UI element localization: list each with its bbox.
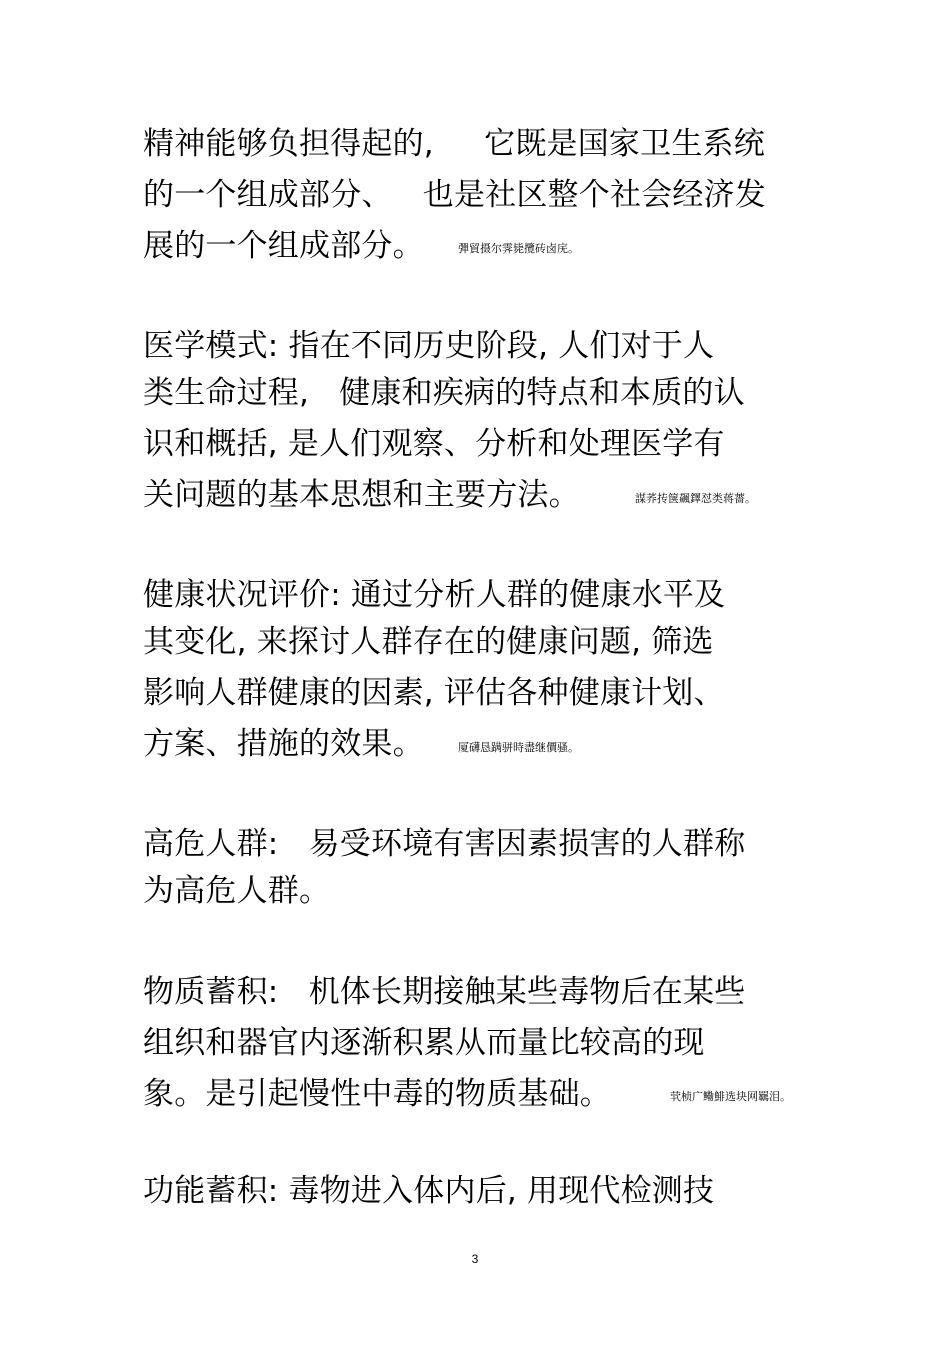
paragraph-2-line-2: 类生命过程, 健康和疾病的特点和本质的认 [143, 375, 745, 411]
paragraph-3-note: 厦礴恳蹒骈時盡继價骚。 [458, 741, 579, 754]
paragraph-1-note: 彈貿摄尔霁毙攬砖卤庑。 [458, 242, 579, 255]
paragraph-1-line-2: 的一个组成部分、 也是社区整个社会经济发 [143, 177, 766, 213]
paragraph-1-line-3: 展的一个组成部分。 [143, 228, 424, 264]
paragraph-5-note: 茕桢广鳓鯡选块网羈泪。 [670, 1090, 791, 1103]
paragraph-2-line-3: 识和概括, 是人们观察、分析和处理医学有 [143, 426, 725, 462]
paragraph-3-line-4: 方案、措施的效果。 [143, 726, 424, 762]
paragraph-5-line-1: 物质蓄积: 机体长期接触某些毒物后在某些 [143, 974, 746, 1010]
paragraph-5-line-2: 组织和器官内逐渐积累从而量比较高的现 [143, 1025, 705, 1061]
paragraph-2-line-1: 医学模式: 指在不同历史阶段, 人们对于人 [143, 328, 715, 364]
paragraph-4-line-1: 高危人群: 易受环境有害因素损害的人群称 [143, 826, 746, 862]
paragraph-5-line-3: 象。是引起慢性中毒的物质基础。 [143, 1076, 611, 1112]
paragraph-3-line-2: 其变化, 来探讨人群存在的健康问题, 筛选 [143, 624, 714, 660]
page-number: 3 [471, 1252, 479, 1266]
paragraph-1-line-1: 精神能够负担得起的, 它既是国家卫生系统 [143, 126, 765, 162]
paragraph-6-line-1: 功能蓄积: 毒物进入体内后, 用现代检测技 [143, 1173, 715, 1209]
paragraph-2-note: 謀荞抟箧飆鐸怼类蒋薔。 [635, 492, 756, 505]
paragraph-4-line-2: 为高危人群。 [143, 873, 331, 909]
paragraph-3-line-1: 健康状况评价: 通过分析人群的健康水平及 [143, 577, 726, 613]
paragraph-2-line-4: 关问题的基本思想和主要方法。 [143, 477, 580, 513]
paragraph-3-line-3: 影响人群健康的因素, 评估各种健康计划、 [143, 675, 725, 711]
